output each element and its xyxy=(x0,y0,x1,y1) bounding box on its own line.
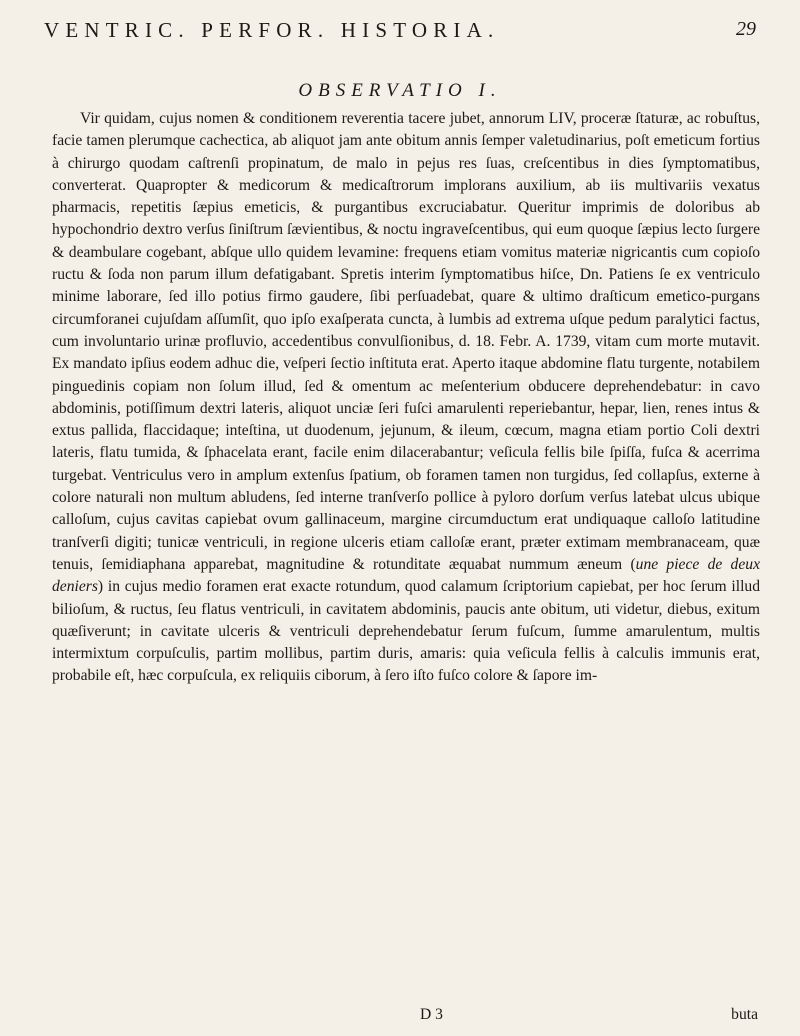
observation-title: OBSERVATIO I. xyxy=(298,80,502,101)
body-text-part-1: Vir quidam, cujus nomen & conditionem reverentia tacere jubet, annorum LIV, proceræ ſtaturæ, ac robuſtus, facie tamen plerumque cachectica, ab aliquot jam ante obitum annis ſemper valetudinarius, poſt emeticum fortius à chirurgo quodam caſtrenſi propinatum, de malo in pejus res ſuas, creſcentibus in dies ſymptomatibus, converterat. Quapropter & medicorum & medicaſtrorum implorans auxilium, ab iis multivariis vexatus pharmacis, repetitis ſæpius emeticis, & purgantibus excruciabatur. Queritur imprimis de doloribus ab hypochondrio dextro verſus ſiniſtrum ſævientibus, & noctu ingraveſcentibus, qui eum quoque ſæpius lecto ſurgere & deambulare cogebant, abſque ullo quidem levamine: frequens etiam vomitus materiæ nigricantis cum copioſo ructu & ſoda non parum illum defatigabant. Spretis interim ſymptomatibus hiſce, Dn. Patiens ſe ex ventriculo minime laborare, ſed illo potius firmo gaudere, ſibi perſuadebat, quare & ultimo draſticum emetico-purgans circumforanei cujuſdam aſſumſit, quo ipſo exaſperata cuncta, à lumbis ad extrema uſque pedum paralytici factus, cum involuntario urinæ profluvio, accedentibus convulſionibus, d. 18. Febr. A. 1739, vitam cum morte mutavit. Ex mandato ipſius eodem adhuc die, veſperi ſectio inſtituta erat. Aperto itaque abdomine flatu turgente, notabilem pinguedinis copiam non ſolum illud, ſed & omentum ac meſenterium obducere deprehendebatur: in cavo abdominis, potiſſimum dextri lateris, aliquot unciæ ſeri fuſci amarulenti reperiebantur, hepar, lien, renes intus & extus pallida, flaccidaque; inteſtina, ut duodenum, jejunum, & ileum, cœcum, magna etiam portio Coli dextri lateris, flatu tumida, & ſphacelata erant, facile enim dilacerabantur; veſicula fellis bile ſpiſſa, fuſca & acerrima turgebat. Ventriculus vero in amplum extenſus ſpatium, ob foramen tamen non turgidus, ſed collapſus, externe à colore naturali non multum abludens, ſed interne tranſverſo pollice à pyloro dorſum verſus latebat ulcus ubique calloſum, cujus cavitas capiebat ovum gallinaceum, margine circumductum erat undiquaque calloſo latitudine tranſverſi digiti; tunicæ ventriculi, in regione ulceris etiam calloſæ erant, præter extimam membranaceam, quæ tenuis, ſemidiaphana apparebat, magnitudine & rotunditate æquabat nummum æneum ( xyxy=(52,110,760,573)
body-italic-phrase: une piece de deux deniers xyxy=(52,555,760,596)
catchword: buta xyxy=(731,1006,758,1023)
observation-body xyxy=(52,108,760,688)
page-number: 29 xyxy=(736,18,756,40)
body-text-part-2: ) in cujus medio foramen erat exacte rotundum, quod calamum ſcriptorium capiebat, per hoc ſerum illud bilioſum, & ructus, ſeu flatus ventriculi, in cavitatem abdominis, paucis ante obitum, uti videtur, diebus, exitum quæſiverunt; in cavitate ulceris & ventriculi deprehendebatur ſerum fuſcum, ſumme amarulentum, multis intermixtum corpuſculis, partim mollibus, partim duris, amaris: quia veſicula fellis à calculis immunis erat, probabile eſt, hæc corpuſcula, ex reliquiis ciborum, à ſero iſto fuſco colore & ſapore im- xyxy=(52,578,760,685)
signature-mark: D 3 xyxy=(420,1006,443,1023)
running-title: VENTRIC. PERFOR. HISTORIA. xyxy=(44,18,500,42)
